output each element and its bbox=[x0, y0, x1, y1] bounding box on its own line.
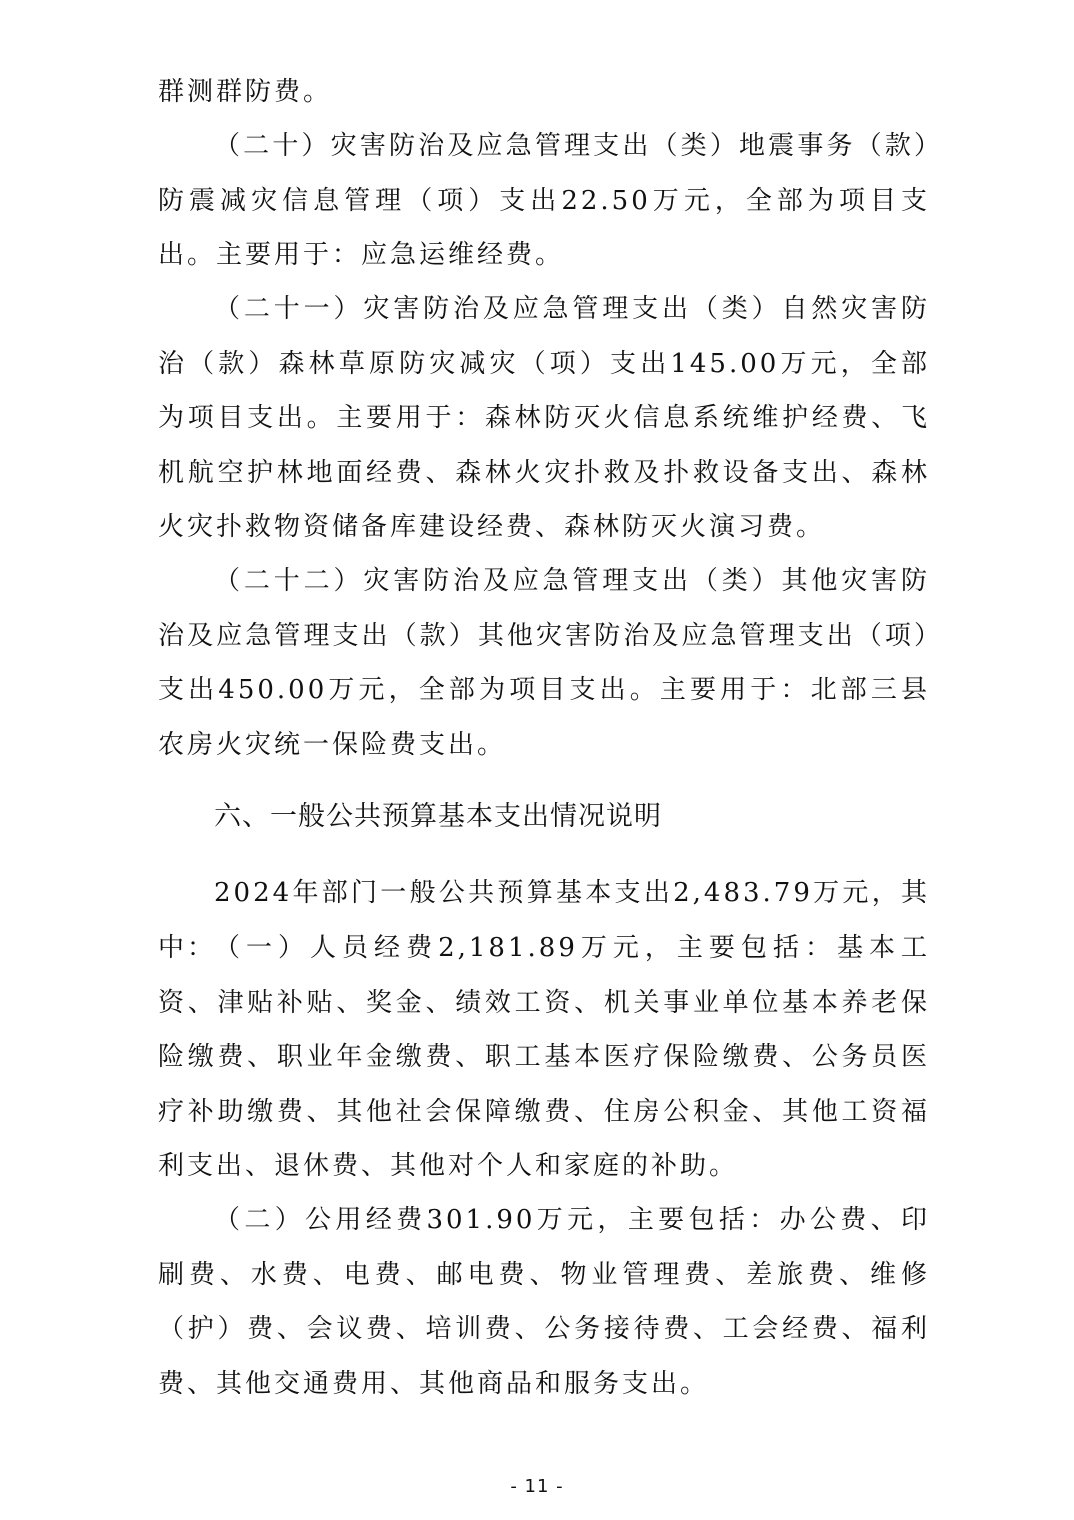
section-heading: 六、一般公共预算基本支出情况说明 bbox=[214, 801, 662, 832]
paragraph-continuation: 群测群防费。 bbox=[158, 77, 333, 107]
paragraph-public-expenses: （二）公用经费301.90万元，主要包括：办公费、印刷费、水费、电费、邮电费、物业管理费、差旅费、维修（护）费、会议费、培训费、公务接待费、工会经费、福利费、其他交通费用、其他商品和服务支出。 bbox=[158, 1205, 930, 1399]
paragraph-personnel-expenses: （一）人员经费2,181.89万元，主要包括：基本工资、津贴补贴、奖金、绩效工资、机关事业单位基本养老保险缴费、职业年金缴费、职工基本医疗保险缴费、公务员医疗补助缴费、其他社会保障缴费、住房公积金、其他工资福利支出、退休费、其他对个人和家庭的补助。 bbox=[158, 933, 930, 1181]
paragraph-item-22: （二十二）灾害防治及应急管理支出（类）其他灾害防治及应急管理支出（款）其他灾害防治及应急管理支出（项）支出450.00万元，全部为项目支出。主要用于：北部三县农房火灾统一保险费支出。 bbox=[158, 566, 930, 760]
paragraph-summary: 2024年部门一般公共预算基本支出2,483.79万元，其中： bbox=[158, 878, 930, 963]
page-number: - 11 - bbox=[510, 1476, 564, 1497]
paragraph-item-21: （二十一）灾害防治及应急管理支出（类）自然灾害防治（款）森林草原防灾减灾（项）支出145.00万元，全部为项目支出。主要用于：森林防灭火信息系统维护经费、飞机航空护林地面经费、森林火灾扑救及扑救设备支出、森林火灾扑救物资储备库建设经费、森林防灭火演习费。 bbox=[158, 294, 930, 542]
paragraph-item-20: （二十）灾害防治及应急管理支出（类）地震事务（款）防震减灾信息管理（项）支出22.50万元，全部为项目支出。主要用于：应急运维经费。 bbox=[158, 131, 930, 270]
